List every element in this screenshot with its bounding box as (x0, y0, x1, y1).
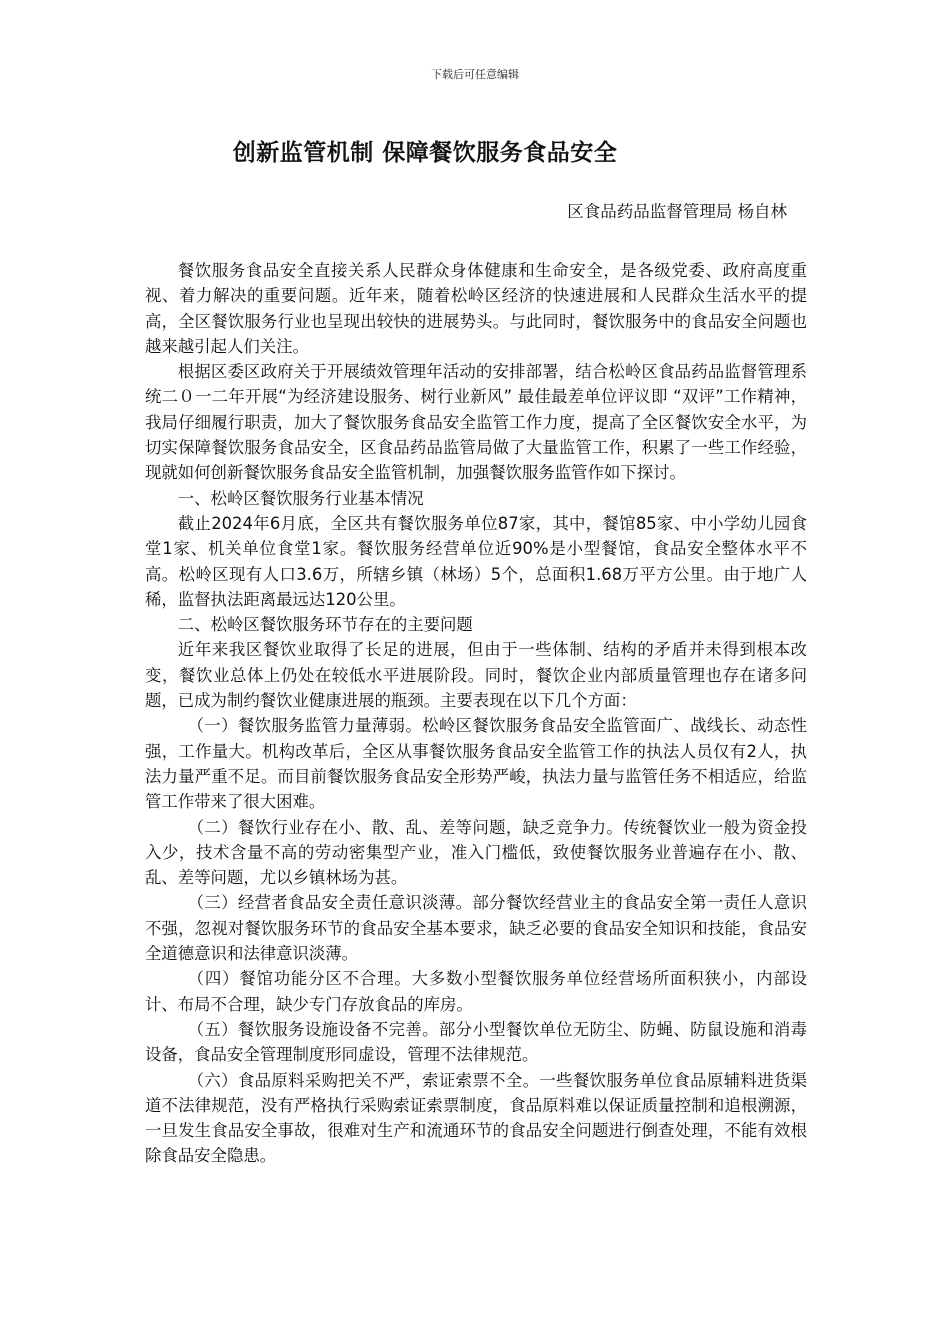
problem-item-5: （五）餐饮服务设施设备不完善。部分小型餐饮单位无防尘、防蝇、防鼠设施和消毒设备，食品安全管理制度形同虚设，管理不法律规范。 (145, 1019, 807, 1065)
paragraph-background: 根据区委区政府关于开展绩效管理年活动的安排部署，结合松岭区食品药品监督管理系统二０一二年开展“为经济建设服务、树行业新风” 最佳最差单位评议即 “双评”工作精神，我局仔细履行职责，加大了餐饮服务食品安全监管工作力度，提高了全区餐饮安全水平，为切实保障餐饮服务食品安全，区食品药品监管局做了大量监管工作，积累了一些工作经验，现就如何创新餐饮服务食品安全监管机制，加强餐饮服务监管作如下探讨。 (145, 362, 807, 483)
problem-item-1: （一）餐饮服务监管力量薄弱。松岭区餐饮服务食品安全监管面广、战线长、动态性强，工作量大。机构改革后，全区从事餐饮服务食品安全监管工作的执法人员仅有2人，执法力量严重不足。而目前餐饮服务食品安全形势严峻，执法力量与监管任务不相适应，给监管工作带来了很大困难。 (145, 716, 807, 812)
document-author: 区食品药品监督管理局 杨自林 (567, 202, 787, 221)
section-heading-1: 一、松岭区餐饮服务行业基本情况 (177, 488, 424, 508)
document-title: 创新监管机制 保障餐饮服务食品安全 (232, 140, 618, 166)
paragraph-problems-intro: 近年来我区餐饮业取得了长足的进展，但由于一些体制、结构的矛盾并未得到根本改变，餐饮业总体上仍处在较低水平进展阶段。同时，餐饮企业内部质量管理也存在诸多问题，已成为制约餐饮业健康进展的瓶颈。主要表现在以下几个方面： (145, 640, 807, 711)
section-heading-2: 二、松岭区餐饮服务环节存在的主要问题 (177, 615, 473, 635)
document-body (145, 258, 807, 1169)
problem-item-6: （六）食品原料采购把关不严，索证索票不全。一些餐饮服务单位食品原辅料进货渠道不法律规范，没有严格执行采购索证索票制度，食品原料难以保证质量控制和追根溯源，一旦发生食品安全事故，很难对生产和流通环节的食品安全问题进行倒查处理，不能有效根除食品安全隐患。 (145, 1070, 807, 1166)
problem-item-4: （四）餐馆功能分区不合理。大多数小型餐饮服务单位经营场所面积狭小，内部设计、布局不合理，缺少专门存放食品的库房。 (145, 969, 807, 1014)
problem-item-2: （二）餐饮行业存在小、散、乱、差等问题，缺乏竞争力。传统餐饮业一般为资金投入少，技术含量不高的劳动密集型产业，准入门槛低，致使餐饮服务业普遍存在小、散、乱、差等问题，尤以乡镇林场为甚。 (145, 817, 807, 888)
header-note: 下载后可任意编辑 (431, 68, 519, 81)
paragraph-basic-situation: 截止2024年6月底，全区共有餐饮服务单位87家，其中，餐馆85家、中小学幼儿园食堂1家、机关单位食堂1家。餐饮服务经营单位近90%是小型餐馆，食品安全整体水平不高。松岭区现有人口3.6万，所辖乡镇（林场）5个，总面积1.68万平方公里。由于地广人稀，监督执法距离最远达120公里。 (145, 513, 807, 609)
paragraph-intro: 餐饮服务食品安全直接关系人民群众身体健康和生命安全，是各级党委、政府高度重视、着力解决的重要问题。近年来，随着松岭区经济的快速进展和人民群众生活水平的提高，全区餐饮服务行业也呈现出较快的进展势头。与此同时，餐饮服务中的食品安全问题也越来越引起人们关注。 (145, 261, 807, 356)
problem-item-3: （三）经营者食品安全责任意识淡薄。部分餐饮经营业主的食品安全第一责任人意识不强，忽视对餐饮服务环节的食品安全基本要求，缺乏必要的食品安全知识和技能，食品安全道德意识和法律意识淡薄。 (145, 893, 807, 964)
